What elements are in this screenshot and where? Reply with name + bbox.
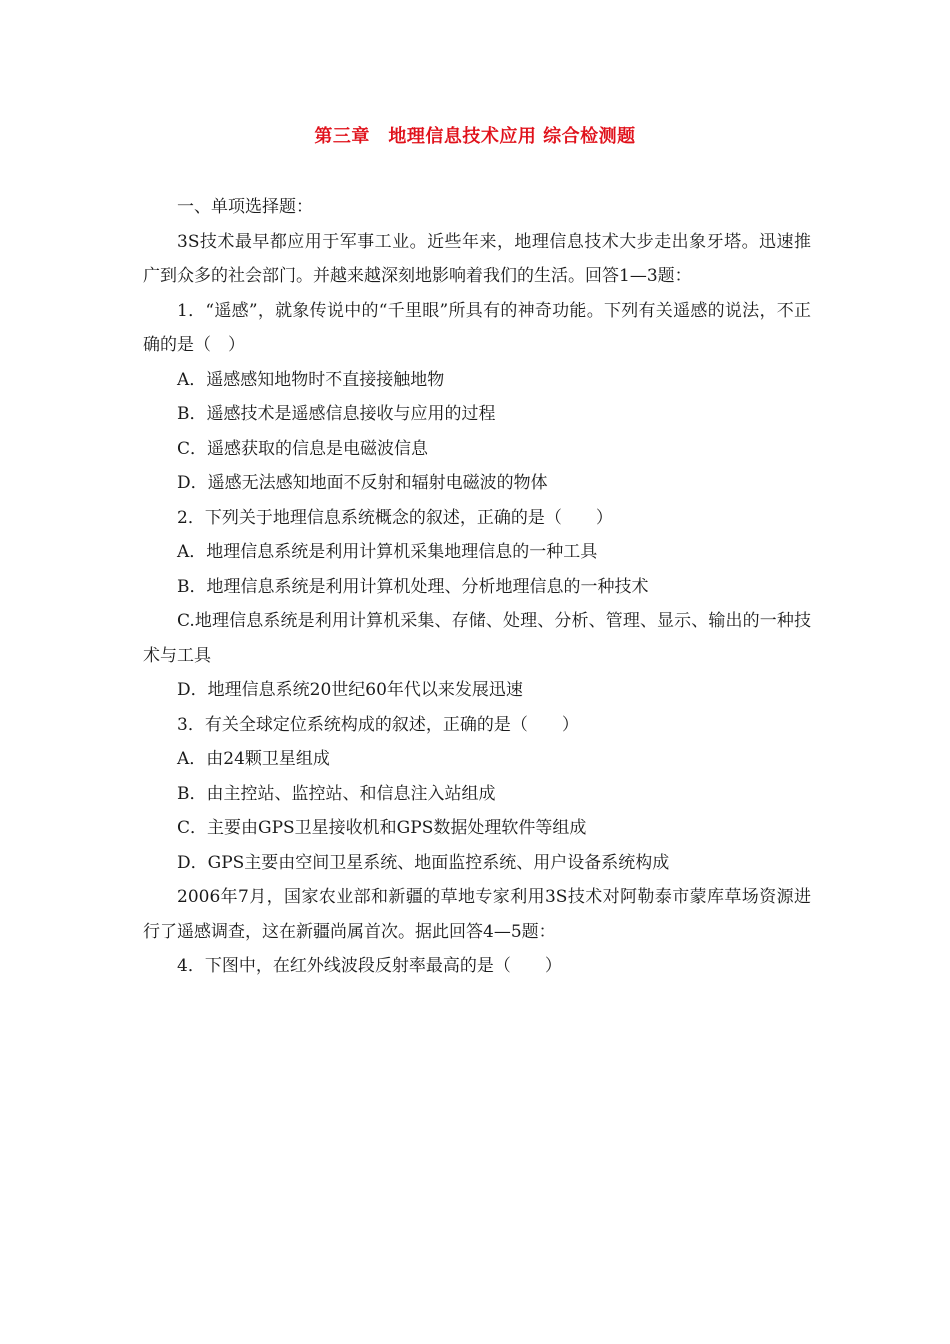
question-2-option-b: B．地理信息系统是利用计算机处理、分析地理信息的一种技术 [177,576,649,597]
question-3-stem: 3．有关全球定位系统构成的叙述，正确的是（ ） [177,714,579,735]
intro-paragraph-2: 2006年7月，国家农业部和新疆的草地专家利用3S技术对阿勒泰市蒙库草场资源进行了遥感调查，这在新疆尚属首次。据此回答4—5题： [143,887,811,942]
question-3-option-a: A．由24颗卫星组成 [177,749,330,769]
intro-paragraph-1: 3S技术最早都应用于军事工业。近些年来，地理信息技术大步走出象牙塔。迅速推广到众多的社会部门。并越来越深刻地影响着我们的生活。回答1—3题： [143,231,811,286]
question-2-option-d: D．地理信息系统20世纪60年代以来发展迅速 [177,680,523,700]
question-1-stem: 1．“遥感”，就象传说中的“千里眼”所具有的神奇功能。下列有关遥感的说法，不正确的是（ ） [143,300,811,355]
section-heading: 一、单项选择题： [177,197,313,217]
question-1-option-a: A．遥感感知地物时不直接接触地物 [177,369,445,390]
question-1-option-b: B．遥感技术是遥感信息接收与应用的过程 [177,404,496,424]
document-title: 第三章 地理信息技术应用 综合检测题 [314,126,636,147]
question-3-option-b: B．由主控站、监控站、和信息注入站组成 [177,783,496,804]
question-2-option-c: C.地理信息系统是利用计算机采集、存储、处理、分析、管理、显示、输出的一种技术与工具 [143,611,811,666]
question-1-option-d: D．遥感无法感知地面不反射和辐射电磁波的物体 [177,473,548,493]
document-body [143,190,811,984]
question-2-option-a: A．地理信息系统是利用计算机采集地理信息的一种工具 [177,542,598,562]
question-2-stem: 2．下列关于地理信息系统概念的叙述，正确的是（ ） [177,507,613,528]
question-3-option-d: D．GPS主要由空间卫星系统、地面监控系统、用户设备系统构成 [177,852,670,873]
question-1-option-c: C．遥感获取的信息是电磁波信息 [177,438,429,459]
question-3-option-c: C．主要由GPS卫星接收机和GPS数据处理软件等组成 [177,818,587,838]
question-4-stem: 4．下图中，在红外线波段反射率最高的是（ ） [177,956,562,976]
